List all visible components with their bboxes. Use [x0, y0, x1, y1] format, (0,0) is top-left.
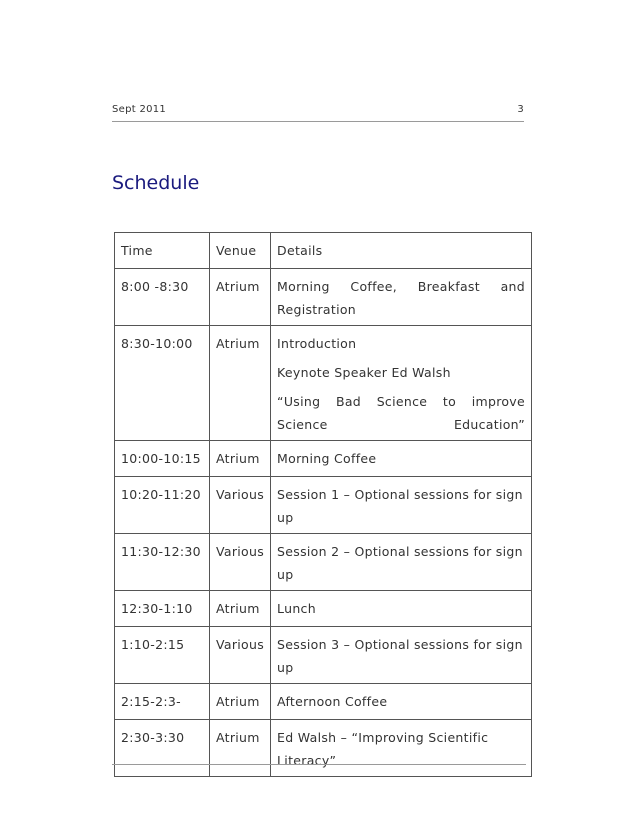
venue-cell: Atrium	[210, 684, 271, 720]
table-row	[115, 441, 532, 477]
table-header-row	[115, 233, 532, 269]
page-header	[112, 102, 524, 122]
time-cell: 2:30-3:30	[115, 720, 210, 777]
details-cell: Lunch	[271, 591, 532, 627]
venue-cell: Atrium	[210, 441, 271, 477]
venue-cell: Various	[210, 627, 271, 684]
details-cell: Session 3 – Optional sessions for sign up	[271, 627, 532, 684]
table-row	[115, 591, 532, 627]
time-cell: 10:00-10:15	[115, 441, 210, 477]
details-line: Introduction	[277, 336, 357, 351]
schedule-table	[114, 232, 532, 777]
venue-cell: Atrium	[210, 720, 271, 777]
details-cell	[271, 269, 532, 326]
time-cell: 8:30-10:00	[115, 326, 210, 441]
details-line: Keynote Speaker Ed Walsh	[277, 365, 451, 380]
details-cell: Morning Coffee	[271, 441, 532, 477]
time-cell: 2:15-2:3-	[115, 684, 210, 720]
column-header-venue: Venue	[210, 233, 271, 269]
details-line: Morning Coffee, Breakfast and Registration	[277, 279, 525, 317]
venue-cell: Various	[210, 477, 271, 534]
time-cell: 12:30-1:10	[115, 591, 210, 627]
details-cell: Session 1 – Optional sessions for sign up	[271, 477, 532, 534]
header-date: Sept 2011	[112, 104, 167, 115]
column-header-details: Details	[271, 233, 532, 269]
page-number: 3	[517, 104, 524, 115]
time-cell: 8:00 -8:30	[115, 269, 210, 326]
footer-rule	[112, 764, 526, 765]
table-row	[115, 627, 532, 684]
time-cell: 1:10-2:15	[115, 627, 210, 684]
venue-cell: Atrium	[210, 269, 271, 326]
table-row	[115, 269, 532, 326]
details-cell: Session 2 – Optional sessions for sign up	[271, 534, 532, 591]
time-cell: 11:30-12:30	[115, 534, 210, 591]
table-row	[115, 477, 532, 534]
table-row	[115, 326, 532, 441]
venue-cell: Atrium	[210, 591, 271, 627]
details-cell: Ed Walsh – “Improving Scientific Literacy”	[271, 720, 532, 777]
table-row	[115, 534, 532, 591]
details-cell: Afternoon Coffee	[271, 684, 532, 720]
column-header-time: Time	[115, 233, 210, 269]
table-row	[115, 684, 532, 720]
section-title: Schedule	[112, 172, 200, 194]
time-cell: 10:20-11:20	[115, 477, 210, 534]
table-row	[115, 720, 532, 777]
details-line: “Using Bad Science to improve Science Education”	[277, 394, 525, 432]
venue-cell: Atrium	[210, 326, 271, 441]
venue-cell: Various	[210, 534, 271, 591]
details-cell	[271, 326, 532, 441]
